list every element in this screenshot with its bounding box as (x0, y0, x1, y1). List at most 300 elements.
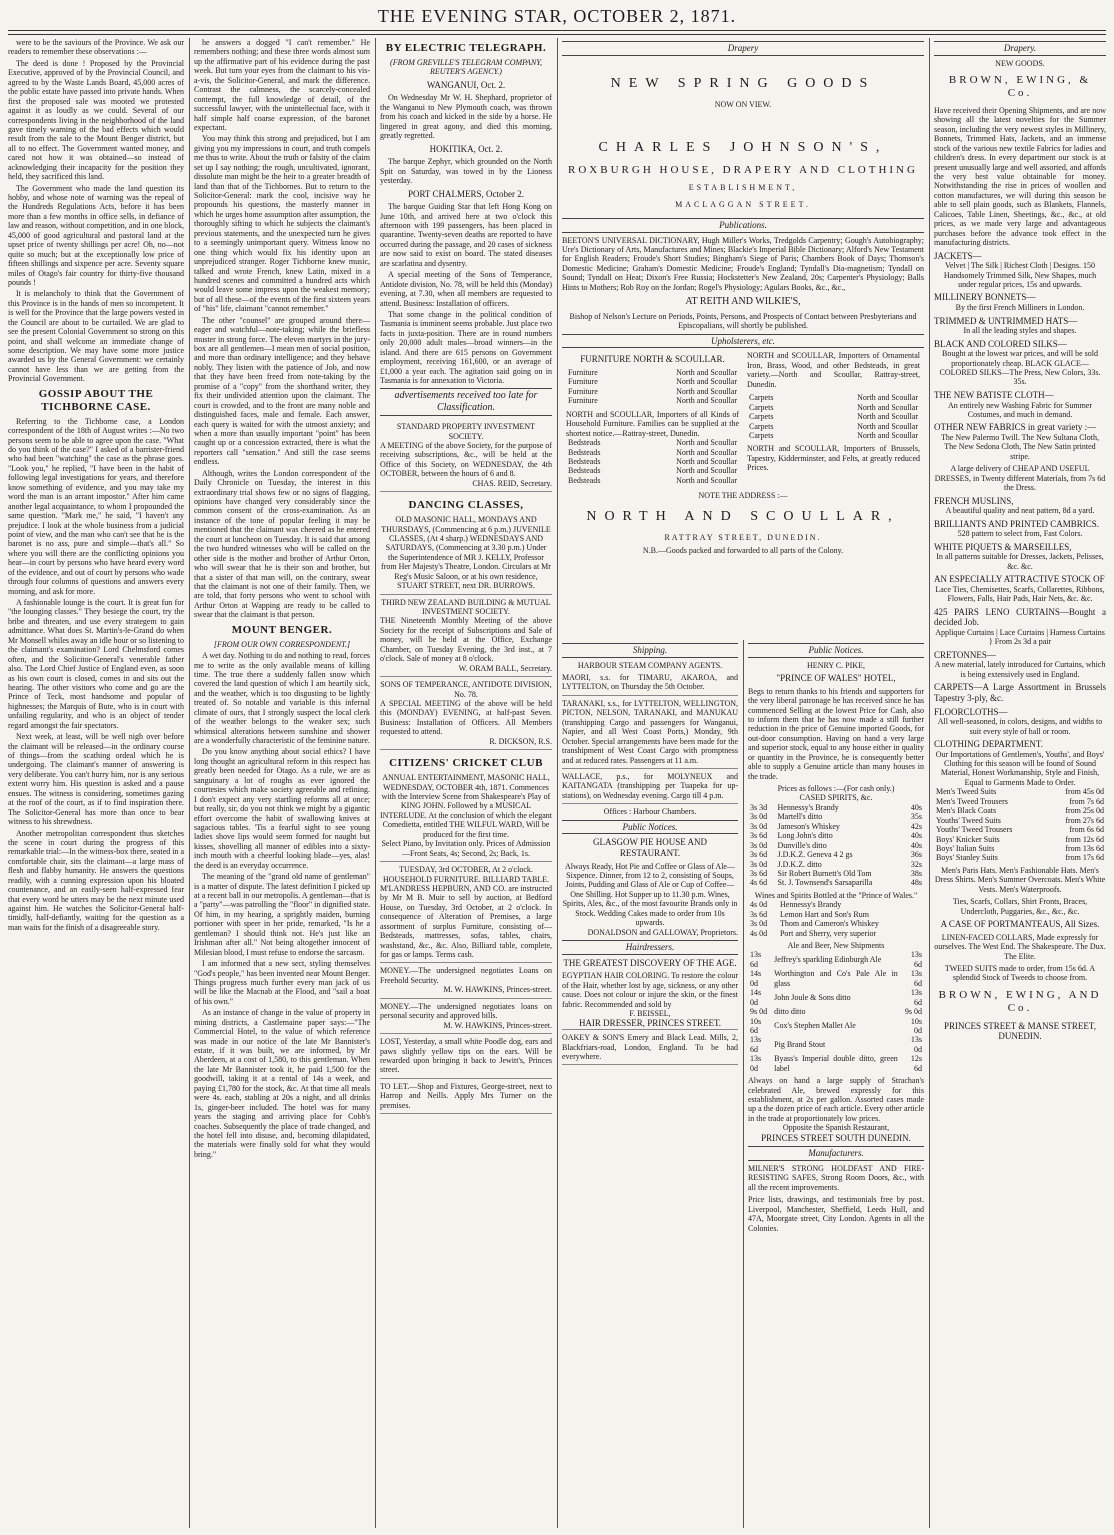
advert-body: TO LET.—Shop and Fixtures, George-street, next to Harrop and Neills. Apply Mrs Turner on the premises. (380, 1081, 552, 1110)
advert-body: BEETON'S UNIVERSAL DICTIONARY, Hugh Miller's Works, Tredgolds Carpentry; Gough's Autobiography; Ure's Dictionary of Arts, Manufactures and Mines; Blackie's Imperial Bible Dictionary; Alford's New Testament for English Readers; Froude's Short Studies; Bingham's Siege of Paris; Chambers Book of Days; Thomson's Domestic Medicine; Graham's Domestic Medicine; Froude's England; Tyndall's Dia-magnetism; Tyndall on Sound; Tyndall on Heat; Dixon's Free Russia; Hockstetter's New Zealand, 20s; Carpenter's Physiology; Balls Hints to Mothers; Rob Roy on the Jordan; Rogel's Physiology; Agulars Books, &c., &c., (562, 235, 924, 292)
article-paragraph: he answers a dogged "I can't remember." He remembers nothing; and these three words almost sum up the affirmative part of his evidence during the past week. But turn your eyes from the claimant to his vis-a-vis, the Solicitor-General, and mark the difference. Contrast the calmness, the scarcely-concealed contempt, the full knowledge of detail, of the successful lawyer, with the unintellectual face, with it half simple half coarse expression, of the baronet expectant. (194, 38, 370, 132)
news-item: The barque Guiding Star that left Hong Kong on June 10th, and arrived here at two o'clock this afternoon with 199 passengers, has been placed in quarantine. Twenty-seven deaths are reported to have occurred during the passage, and 20 cases of sickness are now said to exist on board. The stated diseases are scarlatina and dysentry. (380, 202, 552, 268)
table-cell: 3s 0d (750, 859, 768, 869)
ale-price-table (748, 950, 924, 1073)
advert-body: Offices : Harbour Chambers. (603, 807, 697, 817)
table-row (566, 377, 739, 386)
advert-headline: NORTH AND SCOULLAR, (586, 508, 900, 524)
table-row (748, 988, 924, 1007)
section-label: Drapery. (934, 41, 1106, 56)
news-item: The barque Zephyr, which grounded on the North Spit on Saturday, was towed in by the Lioness yesterday. (380, 157, 552, 186)
table-row (748, 1017, 924, 1036)
advert-body: NORTH and SCOULLAR, Importers of Ornamental Iron, Brass, Wood, and other Bedsteads, in great variety.—North and Scoullar, Rattray-street, Dunedin. (747, 351, 920, 389)
table-cell: Pig Brand Stout (774, 1040, 826, 1050)
section-label: Drapery (562, 41, 924, 56)
table-row (748, 850, 924, 859)
advert-signature: M. W. HAWKINS, Princes-street. (443, 985, 552, 995)
advert-subline: Opposite the Spanish Restaurant, (782, 1123, 890, 1133)
table-cell: 36s (910, 850, 922, 860)
advert-item-title: BRILLIANTS AND PRINTED CAMBRICS. (934, 518, 1100, 529)
advert-item-body: An entirely new Washing Fabric for Summer Costumes, and much in demand. (947, 400, 1093, 419)
section-label: Publications. (562, 218, 924, 233)
advert-item-body: A new material, lately introduced for Curtains, which is being extensively used in England. (934, 660, 1106, 679)
table-row (566, 448, 739, 457)
table-row (934, 844, 1106, 853)
upholsterers-right (743, 351, 924, 485)
table-row (748, 929, 924, 938)
advert (380, 750, 552, 862)
advert-title: GLASGOW PIE HOUSE AND RESTAURANT. (592, 837, 708, 858)
column-5 (748, 640, 924, 1528)
table-row (566, 368, 739, 377)
table-cell: 3s 6d (750, 850, 768, 860)
advert-subline: ESTABLISHMENT, (688, 183, 798, 193)
table-cell: 12s 6d (910, 1054, 922, 1073)
article-paragraph: The deed is done ! Proposed by the Provincial Executive, approved of by the Provincial Council, and agreed to by the Waste Lands Board, 45,000 acres of the public estate have passed into private hands. When first the proposed sale was mooted we protested against it as loudly as we could. Several of our correspondents living in the neighborhood of the land gave timely warning of the bad effects which would result from the sale to the Mount Benger district, but all to no effect. The Government wanted money, and cared not how it was obtained—so instead of acknowledging their incapacity for the position they held, they sacrificed this land. (8, 58, 184, 182)
table-cell: Men's Tweed Suits (936, 787, 997, 797)
advert-item-body: Men's Paris Hats. Men's Fashionable Hats. Men's Dress Shirts. Men's Summer Overcoats. Men's White Vests. Men's Waterproofs. (934, 865, 1106, 894)
upholsterers-grid (562, 351, 924, 485)
advert-subline: CASED SPIRITS, &c. (799, 793, 873, 803)
table-cell: 32s (910, 859, 922, 869)
column-divider (743, 640, 744, 1528)
advert-item-body: The New Palermo Twill. The New Sultana Cloth, The New Sedona Cloth, The New Satin printed stripe. (940, 433, 1099, 461)
advert-item-title: TRIMMED & UNTRIMMED HATS— (934, 315, 1078, 326)
clothing-price-table (934, 787, 1106, 863)
advert (380, 862, 552, 963)
table-cell: from 12s 6d (1065, 834, 1104, 844)
table-cell: St. J. Townsend's Sarsaparilla (777, 878, 873, 888)
advert-body: MONEY.—The undersigned negotiates loans on personal security and approved bills. (380, 1001, 552, 1021)
advert-body: THE Nineteenth Monthly Meeting of the above Society for the receipt of Subscriptions and Sale of money, will be held at the Office, Exchange Chamber, on Tuesday Evening, the 3rd inst., at 7 o'clock. Sale of money at 8 o'clock. (380, 616, 552, 664)
advert-item-title: WHITE PIQUETS & MARSEILLES, (934, 541, 1072, 552)
late-ads-header: advertisements received too late for Classification. (380, 388, 552, 416)
article-paragraph: It is melancholy to think that the Government of this Province is in the hands of men so incompetent. It is well for the Province that the large powers vested in the Council are about to be curtailed. We are glad to see the present Colonial Government so strong on this point, and shall welcome an immediate change of some description. We may have some more justice awarded us by the General Government: we certainly cannot have less than we are getting from the Provincial Government. (8, 289, 184, 384)
article-headline: GOSSIP ABOUT THE TICHBORNE CASE. (38, 387, 154, 413)
advert-item-title: JACKETS— (934, 250, 982, 261)
table-cell: 4s 6d (750, 878, 768, 888)
advert-subline: NEW GOODS. (995, 58, 1045, 68)
wines-price-table (748, 900, 924, 938)
advert-title: TUESDAY, 3rd OCTOBER, At 2 o'clock. (399, 865, 533, 875)
table-cell: North and Scoullar (676, 456, 737, 466)
article-paragraph: Next week, at least, will be well nigh over before the claimant will be released—in the ordinary course of things—from the scathing ordeal which he is undergoing. The claimant's manner of answering is very deliberate. You can't hurry him, nor is any serious extent worry him. His question is asked and a pause ensues. The witness is considering, sometimes gazing at the roof of the court, as if to find inspiration there. The Solicitor-General has more than once to bear witness to his shrewdness. (8, 732, 184, 827)
table-cell: North and Scoullar (857, 402, 918, 412)
advert-address: PRINCES STREET & MANSE STREET, DUNEDIN. (944, 1020, 1096, 1042)
advert-body: Always on hand a large supply of Strachan's celebrated Ale, brewed expressly for this establishment, at 2s per gallon. Assorted cases made up a the dozen price of each article. Every other article in the trade at proportionately low prices. (748, 1076, 924, 1123)
table-cell: Lemon Hart and Son's Rum (779, 909, 869, 919)
advert-item-body: TWEED SUITS made to order, from 15s 6d. A splendid Stock of Tweeds to choose from. (944, 963, 1096, 983)
table-cell: Carpets (749, 402, 774, 412)
advert-headline: NEW SPRING GOODS (610, 75, 876, 91)
table-cell: 13s 6d (910, 988, 922, 1007)
advert (380, 1034, 552, 1079)
table-cell: Cox's Stephen Mallet Ale (774, 1021, 856, 1031)
advert (562, 1029, 738, 1065)
section-label: Upholsterers, etc. (562, 334, 924, 349)
table-cell: Jeffrey's sparkling Edinburgh Ale (774, 955, 882, 965)
table-row (748, 878, 924, 887)
table-cell: North and Scoullar (676, 368, 737, 378)
table-cell: Bedsteads (568, 456, 601, 466)
table-row (747, 412, 920, 421)
advert-body: MAORI, s.s. for TIMARU, AKAROA, and LYTTELTON, on Thursday the 5th October. (562, 673, 738, 692)
advert-signature: W. ORAM BALL, Secretary. (458, 663, 552, 673)
advert-item-title: CRETONNES— (934, 649, 996, 660)
advert-item-title: BLACK AND COLORED SILKS— (934, 338, 1067, 349)
table-cell: 3s 3d (750, 802, 768, 812)
table-cell: 38s (910, 868, 922, 878)
section-label: Hairdressers. (562, 940, 738, 955)
advert-body: Price lists, drawings, and testimonials free by post. Liverpool, Manchester, Sheffield, Leeds Hull, and 47A, Moorgate street, City London. Agents in all the Colonies. (748, 1195, 924, 1233)
masthead-rule (8, 30, 1106, 31)
table-cell: Boys' Stanley Suits (936, 853, 998, 863)
table-row (747, 422, 920, 431)
table-cell: 14s 0d (750, 969, 762, 988)
table-row (566, 396, 739, 405)
table-row (566, 476, 739, 485)
advert (380, 419, 552, 492)
column-6 (934, 38, 1106, 1528)
advert-body: OLD MASONIC HALL, MONDAYS AND THURSDAYS, (Commencing at 6 p.m.) JUVENILE CLASSES, (At 4 sharp.) WEDNESDAYS AND SATURDAYS, (Commencing at 3.30 p.m.) Under the Superintendence of MR J. KELLY, Professor from Her Majesty's Theatre, London. Circulars at Mr Reg's Music Saloon, or at his own residence, STUART STREET, next DR. BURROWS. (381, 515, 551, 591)
article-paragraph: The meaning of the "grand old name of gentleman" is a matter of dispute. The latest definition I picked up at a recent ball in our metropolis. A gentleman—that is a "party"—was patrolling the "floor" in dignified state. Of him, in my hearing, a sprightly maiden, burning portioner with speer in her pride, remarked, "Is he a gentleman? I should think not. He's just like an Irishman after all." Not being altogether innocent of Milesian blood, I must refuse to endorse the sarcasm. (194, 872, 370, 957)
column-divider (189, 38, 190, 1528)
furniture-table (566, 368, 739, 406)
table-cell: Boys' Knicker Suits (936, 834, 1000, 844)
advert-body: Select Piano, by Invitation only. Prices of Admission—Front Seats, 4s; Second, 2s; Back, 1s. (381, 839, 551, 858)
advert-item-body: Our Importations of Gentlemen's, Youths', and Boys' Clothing for this season will be found of Sound Material, Honest Workmanship, Style and Finish, Equal to Garments Made to Order. (935, 749, 1105, 787)
advert (380, 595, 552, 678)
advert-body: F. BEISSEL, (629, 1009, 671, 1019)
table-cell: 3s 0d (750, 919, 768, 929)
advert-item-title: FRENCH MUSLINS, (934, 495, 1014, 506)
table-cell: Furniture (568, 368, 598, 378)
article-headline: MOUNT BENGER. (231, 623, 333, 636)
table-row (934, 797, 1106, 806)
table-cell: from 7s 6d (1069, 796, 1104, 806)
table-cell: Long John's ditto (777, 831, 833, 841)
table-cell: Bedsteads (568, 475, 601, 485)
advert-title: THE GREATEST DISCOVERY OF THE AGE. (563, 957, 737, 968)
article-paragraph: Another metropolitan correspondent thus sketches the scene in court during the progress of this remarkable trial:—In the witness-box there, seated in a comfortable chair, sits the claimant—a large mass of flesh and flabby humanity. He answers the questions readily, with a cunning expression upon his bloated countenance, and an easily-seen half-expressed fear that every word he utters may be the next minute used against him. He watches the Solicitor-General half-timidly, half-defiantly, waiting for the question as a man waits for the finish of a disagreeable story. (8, 828, 184, 932)
advert-subline: NOTE THE ADDRESS :— (698, 491, 788, 501)
table-cell: Jameson's Whiskey (777, 821, 840, 831)
table-cell: Sir Robert Burnett's Old Tom (777, 868, 872, 878)
table-row (934, 816, 1106, 825)
table-row (747, 403, 920, 412)
dateline: WANGANUI, Oct. 2. (426, 79, 506, 90)
table-cell: 10s 0d (910, 1016, 922, 1035)
table-cell: 13s 0d (750, 1054, 762, 1073)
advert-signature: M. W. HAWKINS, Princes-street. (443, 1020, 552, 1030)
table-cell: Port and Sherry, very superior (779, 928, 877, 938)
advert-item-body: A large delivery of CHEAP AND USEFUL DRESSES, in Twenty different Materials, from 7s 6d the Dress. (934, 464, 1106, 493)
advert-body: Have received their Opening Shipments, and are now showing all the latest novelties for the Summer season, including the very newest styles in Millinery, Bonnets, Trimmed Hats, Jackets, and an immense stock of the various new textile Fabrics for ladies and children's dress. In every department our stock is at present unusually large and well assorted, and affords the very best value obtainable for money. Notwithstanding the rise in prices of woollen and cotton manufactures, we will during this season be able to sell plain goods, such as Blankets, Flannels, Calicoes, Table Linen, Sheetings, &c., &c., at old prices, as we made very large and advantageous purchases before the advance took effect in the manufacturing districts. (934, 105, 1106, 248)
news-item: A special meeting of the Sons of Temperance, Antidote division, No. 78, will be held this (Monday) evening, at 7.30, when all members are requested to attend. Business: Installation of officers. (380, 270, 552, 308)
advert-item-body: LINEN-FACED COLLARS, Made expressly for ourselves. The West End. The Shakespeare. The Dux. The Elite. (934, 932, 1106, 961)
table-cell: Martell's ditto (777, 812, 823, 822)
advert-item-title: 425 PAIRS LENO CURTAINS—Bought a decided Job. (934, 606, 1106, 628)
table-cell: ditto ditto (774, 1007, 806, 1017)
table-cell: Youths' Tweed Trousers (936, 825, 1013, 835)
table-cell: Byass's Imperial double ditto, green label (774, 1054, 898, 1073)
table-cell: Hennessy's Brandy (777, 802, 839, 812)
table-row (748, 1035, 924, 1054)
table-cell: from 25s 0d (1065, 806, 1104, 816)
advert-subline: Prices as follows :—(For cash only.) (777, 784, 895, 794)
advert-item-title: AN ESPECIALLY ATTRACTIVE STOCK OF (934, 574, 1105, 585)
table-cell: North and Scoullar (676, 386, 737, 396)
article-byline: [FROM OUR OWN CORRESPONDENT.] (213, 639, 351, 649)
article-paragraph: The other "counsel" are grouped around there—eager and watchful—note-taking; while the briefless muster in strong force. The eleven martyrs in the jury-box are all gentlemen—I mean men of social position, and more than ordinary intelligence; and they behave nobly. They listen with the patience of Job, and now that they have been freed from note-taking by the promise of a "copy" from the shorthand writer, they fix their undivided attention upon the claimant. The court is crowded, and to the front are many noble and distinguished faces, male and female. Each answer, each query is waited for with the utmost anxiety; and when a more than usually important "point" has been caught up or a concession extracted, there is what the reporters call "sensation." And still the case seems endless. (194, 315, 370, 467)
advert-body: OAKEY & SON'S Emery and Black Lead. Mills, 2, Blackfriars-road, London, England. To be had everywhere. (562, 1033, 738, 1061)
table-cell: 3s 0d (750, 840, 768, 850)
advert-title: PRINCES STREET SOUTH DUNEDIN. (761, 1132, 911, 1143)
column-2 (194, 38, 370, 1528)
advert-title: "PRINCE OF WALES" HOTEL, (776, 673, 896, 684)
section-label: Shipping. (562, 643, 738, 658)
advert-item-body: All well-seasoned, in colors, designs, and widths to suit every style of hall or room. (937, 717, 1103, 736)
advert-body: NORTH and SCOULLAR, Importers of Brussels, Tapestry, Kidderminster, and Felts, at greatly reduced Prices. (747, 444, 920, 473)
table-cell: 14s 0d (750, 988, 762, 1007)
table-cell: Furniture (568, 396, 598, 406)
table-cell: North and Scoullar (857, 421, 918, 431)
table-cell: North and Scoullar (676, 447, 737, 457)
advert-item-title: A CASE OF PORTMANTEAUS, All Sizes. (940, 919, 1100, 930)
table-cell: 3s 0d (750, 821, 768, 831)
article-paragraph: A fashionable lounge is the court. It is great fun for "the lounging classes." They besiege the court, try the bribe and threaten, and use every strategem to gain admittance. What does St. Martin's-le-Grand do when Mr Monsell whiles away an idle hour or so listening to the claimant's examination? Lord Chelmsford comes often, and the Solicitor-General's venerable father also. The Lord Chief Justice of England even, as soon as his own court is closed, comes in and sits out the hearing. The other visitors who come and go are the Prince of Teck, most handsome and popular of highnesses; the Marquis of Bute, who is in court with unfailing regularity, and who is an object of tender regard amongst the fair spectators. (8, 598, 184, 730)
advert-title: THIRD NEW ZEALAND BUILDING & MUTUAL INVESTMENT SOCIETY. (381, 597, 551, 617)
table-cell: 3s 6d (750, 831, 768, 841)
advert-item-body: Velvet | The Silk | Richest Cloth | Designs. 150 Handsomely Trimmed Silk, New Shapes, much under regular prices, 15s and upwards. (943, 261, 1097, 290)
advert-item-title: MILLINERY BONNETS— (934, 292, 1036, 303)
table-cell: Men's Black Coats (936, 806, 997, 816)
advert-item-title: THE NEW BATISTE CLOTH— (934, 389, 1054, 400)
table-cell: Carpets (749, 393, 774, 403)
advert-item-body: Applique Curtains | Lace Curtains | Harness Curtains } From 2s 3d a pair (935, 627, 1105, 647)
column-1 (8, 38, 184, 1528)
advert (380, 963, 552, 998)
advert (562, 769, 738, 804)
table-cell: 13s 6d (750, 950, 762, 969)
table-cell: 13s 6d (750, 1035, 762, 1054)
table-cell: Carpets (749, 421, 774, 431)
table-row (934, 853, 1106, 862)
table-cell: North and Scoullar (676, 466, 737, 476)
advert-subline: NOW ON VIEW. (714, 100, 772, 110)
advert (380, 492, 552, 594)
table-row (748, 831, 924, 840)
advert-headline: ROXBURGH HOUSE, DRAPERY AND CLOTHING (568, 164, 918, 177)
table-cell: North and Scoullar (857, 412, 918, 422)
article-paragraph: were to be the saviours of the Province. We ask our readers to remember these observations :— (8, 38, 184, 57)
advert-subline: Ale and Beer, New Shipments (787, 941, 885, 951)
advert (380, 1079, 552, 1114)
section-label: Public Notices. (748, 643, 924, 658)
advert-body: Begs to return thanks to his friends and supporters for the very liberal patronage he has received since he has commenced Selling at the lowest Price for Cash, also to inform them that he has now made a still further reduction in the price of Genuine imported Goods, for out-door consumption. Having on hand a very large and superior stock, equal to any house either in quality or quantity in the Province, he is consequently better able to supply a Genuine article than many houses in the trade. (748, 686, 924, 781)
table-row (748, 860, 924, 869)
column-4 (562, 640, 738, 1528)
advert-body: LOST, Yesterday, a small white Poodle dog, ears and paws slightly yellow tips on the ears. Will be rewarded upon bringing it back to Jewitt's, Princes street. (380, 1037, 552, 1075)
article-paragraph: Do you know anything about social ethics? I have long thought an agricultural reform in this respect has greatly been needed for Otago. As a rule, we are as sanguinary a lot of roughs as ever ignored the courtesies which make society agreeable and refining. I don't expect any very startling reforms all at once; but really, sir, do you not think we might by a gigantic effort overcome the habit of swallowing knives at sagacious tables. 'Tis a fearful sight to see young ladies shove lips would seem formed for naught but kisses, shovelling all manner of edibles into a sixty-inch mouth with a cheerful looking blade—yes, alas! the deed is an everyday occurrence. (194, 747, 370, 870)
table-cell: Worthington and Co's Pale Ale in glass (774, 969, 898, 988)
advert-subline: RATTRAY STREET, DUNEDIN. (664, 533, 822, 543)
table-cell: Carpets (749, 412, 774, 422)
article-paragraph: I am informed that a new sect, styling themselves "God's people," has been invented near Mount Benger. Things progress much further every man jack of us will be like the Macnab at the Flood, and "sail a boat of his own." (194, 959, 370, 1006)
article-paragraph: You may think this strong and prejudiced, but I am giving you my impressions in court, and truth compels me thus to write. About the truth or falsity of the claim set up I say nothing; the rough, uncultivated, ignorant, dissolute man might be the heir to a greater breadth of land than that of the Tichbornes. But to return to the Solicitor-General: mark the cool, incisive way he propounds his questions, the masterly manner in which he urges home assumption after assumption, the thoroughly sifting to which he subjects the claimant's previous statements, and the unexpected turn he gives to a seemingly unimportant query. Witness know no one thing which would fix his identity upon an unprejudiced stranger. Roger Tichborne knew music, talked and wrote French, knew Latin, mixed in a hundred scenes and committed a hundred acts which would leave some impress upon the weakest memory; but of all these—of the events of the first sixteen years of "his" life, claimant "cannot remember." (194, 134, 370, 314)
advert-title: FURNITURE NORTH & SCOULLAR. (580, 354, 725, 365)
section-byline: (FROM GREVILLE'S TELEGRAM COMPANY, REUTER'S AGENCY.) (390, 57, 542, 77)
table-row (934, 835, 1106, 844)
table-row (748, 822, 924, 831)
advert-subline: MACLAGGAN STREET. (675, 200, 811, 210)
table-cell: North and Scoullar (676, 438, 737, 448)
table-row (566, 466, 739, 475)
table-cell: North and Scoullar (676, 377, 737, 387)
table-row (748, 910, 924, 919)
table-cell: from 45s 0d (1065, 787, 1104, 797)
masthead: THE EVENING STAR, OCTOBER 2, 1871. (377, 6, 737, 26)
column-divider (929, 38, 930, 1528)
section-label: Public Notices. (562, 820, 738, 835)
advert-title: HAIR DRESSER, PRINCES STREET. (578, 1018, 722, 1029)
table-cell: Carpets (749, 430, 774, 440)
advert (562, 696, 738, 769)
table-row (748, 919, 924, 928)
table-row (934, 825, 1106, 834)
column-4-wide (562, 38, 924, 638)
table-cell: 3s 6d (750, 868, 768, 878)
advert-title: CITIZENS' CRICKET CLUB (389, 757, 543, 770)
advert-item-title: CLOTHING DEPARTMENT. (934, 738, 1043, 749)
table-row (748, 869, 924, 878)
article-paragraph: As an instance of change in the value of property in mining districts, a Castlemaine paper says:—"The Commercial Hotel, to the value of which reference was made in our notice of the late Mr Bannister's estate, if it was built, we are informed, by Mr Aberdeen, at a cost of 1,580, to this gentleman. When the late Mr Bannister took it, he paid 1,500 for the goodwill, taking it at a rental of 14s a week, and paying £1,780 for the stock, &c. At that time all meals were 4s. each, stabling at 20s a night, and all drinks 1s, ginger-beer included. The hotel was for many years the staging and arriving place for Cobb's coaches. Subsequently the place of trade changed, and the hotel fell into disuse, and, becoming dilapidated, the materials were finally sold for what they would bring." (194, 1008, 370, 1159)
table-cell: 13s 6d (910, 950, 922, 969)
upholsterers-left (562, 351, 743, 485)
table-cell: 40s (910, 840, 922, 850)
table-cell: Dunville's ditto (777, 840, 827, 850)
advert-subtitle: HOUSEHOLD FURNITURE. BILLIARD TABLE. (382, 874, 550, 884)
advert-signature: DONALDSON and GALLOWAY, Proprietors. (587, 927, 738, 937)
table-cell: Thom and Cameron's Whiskey (779, 919, 879, 929)
table-cell: 42s (910, 821, 922, 831)
table-cell: J.D.K.Z. ditto (777, 859, 822, 869)
carpets-table (747, 393, 920, 440)
table-cell: Bedsteads (568, 466, 601, 476)
table-row (934, 806, 1106, 815)
table-cell: from 13s 6d (1065, 843, 1104, 853)
advert-headline: BROWN, EWING, AND Co. (938, 988, 1102, 1014)
table-row (747, 393, 920, 402)
advert-body: WALLACE, p.s., for MOLYNEUX and KAITANGATA (transhipping per Tuapeka for up-stations), on Wednesday evening. Cargo till 4 p.m. (562, 771, 738, 800)
table-row (748, 950, 924, 969)
table-cell: Boys' Italian Suits (936, 843, 995, 853)
table-cell: North and Scoullar (857, 393, 918, 403)
news-item: That some change in the political condition of Tasmania is imminent seems probable. Just place two facts in juxta-position. There are in round numbers only 20,000 adult males—broad winners—in the island. And there are 615 persons on Government employment, receiving 161,600, or an average of £1,000 a year each. The agitation said going on in Tasmania is for annexation to Victoria. (380, 309, 552, 386)
table-cell: North and Scoullar (676, 475, 737, 485)
advert-title: STANDARD PROPERTY INVESTMENT SOCIETY. (396, 422, 536, 441)
table-cell: 40s (910, 802, 922, 812)
table-row (566, 438, 739, 447)
advert-title: SONS OF TEMPERANCE, ANTIDOTE DIVISION, No. 78. (380, 680, 552, 699)
advert (380, 999, 552, 1034)
table-cell: 4s 0d (750, 928, 768, 938)
advert-item-body: A beautiful quality and neat pattern, 8d a yard. (945, 506, 1095, 516)
article-paragraph: A wet day. Nothing to do and nothing to read, forces me to write as the only available means of killing time. The true there a suddenly fallen snow which covered the land question of which I am heartily sick, and the weather, which is too disgusting to be lightly treated of. So notable and variable is this infernal climate of ours, that I strongly suspect the local clerk of the weather belongs to the weaker sex; such whimsical alterations between sunshine and shower are a wonderfully characteristic of the feminine nature. (194, 651, 370, 746)
table-cell: 3s 0d (750, 812, 768, 822)
advert-body: M'LANDRESS HEPBURN, AND CO. are instructed by Mr M B. Muir to sell by auction, at Bedford House, on Tuesday, 3rd October, at 2 o'clock. In consequence of Alteration of Premises, a large assortment of surplus Furniture, consisting of—Bedsteads, mattresses, sofas, tables, chairs, washstand, &c., &c. Also, Billiard table, complete, for gas or lamps. Terms cash. (380, 883, 552, 960)
advert-body: EGYPTIAN HAIR COLORING. To restore the colour of the Hair, whether lost by age, sickness, or any other cause. Does not colour or injure the skin, or the finest fabric. Recommended and sold by (562, 971, 738, 1009)
table-cell: Hennessy's Brandy (779, 900, 842, 910)
table-cell: 3s 6d (750, 909, 768, 919)
advert-item-title: FLOORCLOTHS— (934, 706, 1008, 717)
table-cell: North and Scoullar (857, 430, 918, 440)
advert-title: HARBOUR STEAM COMPANY AGENTS. (577, 660, 723, 670)
advert-headline: BROWN, EWING, & Co. (948, 74, 1092, 100)
table-cell: from 27s 6d (1065, 815, 1104, 825)
advert-item-title: OTHER NEW FABRICS in great variety :— (934, 422, 1097, 433)
table-row (748, 1007, 924, 1016)
column-3 (380, 38, 552, 1528)
advert-signature: R. DICKSON, R.S. (489, 736, 552, 746)
table-cell: 9s 0d (904, 1007, 922, 1017)
advert-item-title: CARPETS—A Large Assortment in Brussels Tapestry 3-ply, &c. (934, 682, 1106, 703)
table-cell: Furniture (568, 386, 598, 396)
table-row (748, 900, 924, 909)
table-row (748, 812, 924, 821)
advert-subline: Wines and Spirits Bottled at the "Prince of Wales." (754, 890, 918, 900)
article-paragraph: Referring to the Tichborne case, a London correspondent of the 18th of August writes :—No two persons seem to be able to agree upon the case. "What do you think of the case?" I asked of a barrister-friend who had been "watching" the case as the phrase goes. "Look you," he replied, "I have been in the habit of following legal investigations for years, and therefore know something of evidence, and you may take my word the man is an arrant impostor." After him came another legal acquaintance, to whom I propounded the same question. "Mark me," he said, "I haven't any prejudice. I look at the whole business from a judicial point of view, and the man who can't see that he is the baronet is no ass, pure and simple—that's all." So where you will there are the conflicting opinions you hear—in court by persons who have heard every word of the evidence, and out of court by persons who wade through four columns of questions and answers every morning, and ask for more. (8, 416, 184, 596)
news-item: On Wednesday Mr W. H. Shephard, proprietor of the Wanganui to New Plymouth coach, was thrown from his coach and kicked in the side by a horse. He lingered in great agony, and died this morning, greatly regretted. (380, 93, 552, 141)
advert-item-body: Bought at the lowest war prices, and will be sold proportionately cheap. BLACK GLACE—COLORED SILKS—The Press, New Colors, 33s. 35s. (939, 349, 1101, 387)
advert-body: TARANAKI, s.s., for LYTTELTON, WELLINGTON, PICTON, NELSON, TARANAKI, and MANUKAU (transhipping Cargo and passengers for Wanganui, Napier, and all West Coast Ports,) Monday, 9th October. Special arrangements have been made for the transhipment of West Coast Cargo with promptness and at reduced rates. Passengers at 11 a.m. (562, 698, 738, 765)
table-row (934, 787, 1106, 796)
advert-headline: AT REITH AND WILKIE'S, (685, 296, 801, 308)
table-cell: 40s (910, 831, 922, 841)
advert-body: Bishop of Nelson's Lecture on Periods, Points, Persons, and Prospects of Contact between Presbyterians and Episcopalians, will shortly be published. (569, 311, 917, 331)
article-paragraph: The Government who made the land question its hobby, and whose note of warning was the repeal of the Hundreds Regulations Acts, before it has been more than a few months in office sells, in defiance of law and reason, without competition, and in one block, 45,000 of good agricultural and pastoral land at the upset price of twenty shillings per acre! Oh, no—not quite so much; but at the exceptionally low price of fifteen shillings and sixpence per acre. Seventy square miles of Otago's fair country for thirty-five thousand pounds ! (8, 183, 184, 287)
table-cell: Furniture (568, 377, 598, 387)
table-cell: 4s 0d (750, 900, 768, 910)
advert (380, 677, 552, 750)
advert-signature: CHAS. REID, Secretary. (472, 478, 552, 488)
advert-body: Always Ready, Hot Pie and Coffee or Glass of Ale—Sixpence. Dinner, from 12 to 2, consisting of Soups, Joints, Pudding and Glass of Ale or Cup of Coffee—One Shilling. Hot Supper up to 11.30 p.m. Wines, Spirits, Ales, &c., of the most favourite Brands only in Stock. Wedding Cakes made to order from 10s upwards. (562, 861, 738, 928)
advert-item-body: Lace Ties, Chemisettes, Scarfs, Collarettes, Ribbons, Flowers, Falls, Hair Pads, Hair Nets, &c. &c. (935, 584, 1105, 604)
advert-title: DANCING CLASSES, (408, 499, 524, 512)
advert-item-body: By the first French Milliners in London. (955, 303, 1085, 313)
table-cell: from 6s 6d (1069, 825, 1104, 835)
table-cell: 48s (910, 878, 922, 888)
advert-item-body: 528 pattern to select from, Fast Colors. (957, 529, 1083, 539)
table-cell: 35s (910, 812, 922, 822)
table-cell: John Joule & Sons ditto (774, 992, 851, 1002)
table-row (566, 457, 739, 466)
advert-body: A SPECIAL MEETING of the above will be held this (MONDAY) EVENING, at half-past Seven. Business: Installation of Officers. All Members requested to attend. (380, 698, 552, 737)
advert-body: MILNER'S STRONG HOLDFAST AND FIRE-RESISTING SAFES, Strong Room Doors, &c., with all the recent improvements. (748, 1164, 924, 1192)
table-row (748, 969, 924, 988)
dateline: PORT CHALMERS, October 2. (407, 188, 525, 199)
column-divider (557, 38, 558, 1528)
advert-item-body: In all patterns suitable for Dresses, Jackets, Pelisses, &c. &c. (936, 552, 1104, 571)
table-cell: J.D.K.Z. Geneva 4 2 gs (777, 850, 853, 860)
table-cell: 13s 6d (910, 969, 922, 988)
advert-item-body: Ties, Scarfs, Collars, Shirt Fronts, Braces, Undercloth, Puggaries, &c., &c., &c. (952, 897, 1088, 916)
advert-item-body: In all the leading styles and shapes. (963, 326, 1077, 336)
bedsteads-table (566, 438, 739, 485)
table-cell: 9s 0d (750, 1007, 768, 1017)
article-paragraph: Although, writes the London correspondent of the Daily Chronicle on Tuesday, the interest in this extraordinary trial shows few or no signs of flagging, opinions have changed very considerably since the common consent of the cross-examination. As an instance of the tone of popular feeling it may be mentioned that the claimant was cheered as he entered the court at luncheon on Tuesday. It is said that among the two hundred witnesses who will be called on the other side is the mother and brother of Arthur Orton, who will swear that he is their son and brother, but that a sister of that man will, on the contrary, swear that the claimant is not one of their family. Then, we are told, that forty persons who went to school with Arthur Orton at Wapping are ready to be called to swear that the claimant is that person. (194, 468, 370, 620)
advert-body: NORTH and SCOULLAR, Importers of all Kinds of Household Furniture. Families can be supplied at the shortest notice.—Rattray-street, Dunedin. (566, 409, 739, 438)
